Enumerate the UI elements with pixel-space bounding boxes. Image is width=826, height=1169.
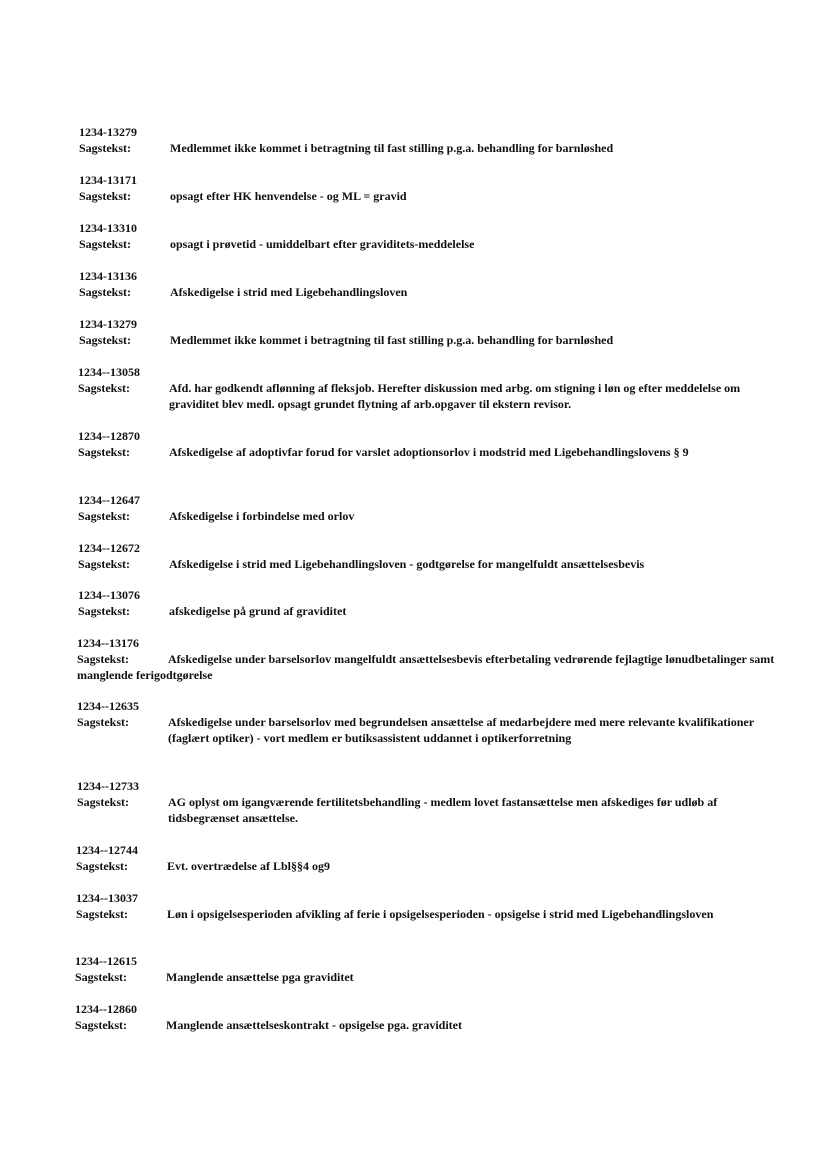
case-id: 1234--13176 — [77, 636, 139, 650]
case-id: 1234-13279 — [79, 125, 137, 139]
case-entry — [78, 587, 778, 619]
case-entry — [75, 953, 775, 985]
case-text-label: Sagstekst: — [78, 604, 131, 618]
case-entry — [79, 124, 779, 156]
case-entry — [78, 492, 778, 524]
case-entry — [78, 428, 778, 460]
case-id: 1234--12870 — [78, 429, 140, 443]
case-text-label: Sagstekst: — [79, 141, 132, 155]
case-text-label: Sagstekst: — [78, 381, 131, 395]
case-text-label: Sagstekst: — [77, 715, 130, 729]
case-entry — [79, 268, 779, 300]
case-entry — [77, 778, 777, 826]
case-text: Manglende ansættelseskontrakt - opsigelse pga. graviditet — [166, 1018, 462, 1032]
case-entry — [79, 172, 779, 204]
case-id: 1234--13037 — [76, 891, 138, 905]
case-text: AG oplyst om igangværende fertilitetsbehandling - medlem lovet fastansættelse men afskediges før udløb af tidsbegrænset ansættelse. — [168, 795, 718, 825]
case-id: 1234--13058 — [78, 365, 140, 379]
case-entry — [76, 890, 776, 922]
case-text: Afskedigelse under barselsorlov med begrundelsen ansættelse af medarbejdere med mere relevante kvalifikationer (faglært optiker) - vort medlem er butiksassistent uddannet i optikerforretning — [168, 715, 754, 745]
case-id: 1234-13310 — [79, 221, 137, 235]
case-text-label: Sagstekst: — [77, 652, 130, 666]
case-id: 1234--12733 — [77, 779, 139, 793]
case-text: Afskedigelse i strid med Ligebehandlingsloven - godtgørelse for mangelfuldt ansættelsesbevis — [169, 557, 645, 571]
case-text: Medlemmet ikke kommet i betragtning til fast stilling p.g.a. behandling for barnløshed — [170, 333, 614, 347]
case-text: Afd. har godkendt aflønning af fleksjob. Herefter diskussion med arbg. om stigning i løn og efter meddelelse om graviditet blev medl. opsagt grundet flytning af arb.opgaver til ekstern revisor. — [169, 381, 741, 411]
case-id: 1234--12635 — [77, 699, 139, 713]
case-entry — [76, 842, 776, 874]
case-text-label: Sagstekst: — [79, 333, 132, 347]
case-id: 1234-13171 — [79, 173, 137, 187]
case-id: 1234--12860 — [75, 1002, 137, 1016]
case-text: Afskedigelse i strid med Ligebehandlingsloven — [170, 285, 408, 299]
case-text-label: Sagstekst: — [79, 237, 132, 251]
case-text: afskedigelse på grund af graviditet — [169, 604, 347, 618]
case-id: 1234--12615 — [75, 954, 137, 968]
case-id: 1234--12647 — [78, 493, 140, 507]
case-entry — [77, 698, 777, 746]
case-text: Afskedigelse under barselsorlov mangelfuldt ansættelsesbevis efterbetaling vedrørende fejlagtige lønudbetalinger samt manglende ferigodtgørelse — [77, 652, 775, 682]
case-text-label: Sagstekst: — [78, 557, 131, 571]
case-text: opsagt i prøvetid - umiddelbart efter graviditets-meddelelse — [170, 237, 475, 251]
case-text-label: Sagstekst: — [78, 509, 131, 523]
case-text: opsagt efter HK henvendelse - og ML = gravid — [170, 189, 407, 203]
case-id: 1234-13279 — [79, 317, 137, 331]
case-text-label: Sagstekst: — [79, 189, 132, 203]
case-entry — [79, 220, 779, 252]
case-text-label: Sagstekst: — [79, 285, 132, 299]
case-id: 1234--12744 — [76, 843, 138, 857]
case-text: Afskedigelse i forbindelse med orlov — [169, 509, 355, 523]
case-id: 1234--12672 — [78, 541, 140, 555]
case-text-label: Sagstekst: — [75, 1018, 128, 1032]
case-text: Afskedigelse af adoptivfar forud for varslet adoptionsorlov i modstrid med Ligebehandlingslovens § 9 — [169, 445, 689, 459]
case-text-label: Sagstekst: — [76, 859, 129, 873]
case-text-label: Sagstekst: — [75, 970, 128, 984]
case-entry — [79, 316, 779, 348]
case-text-label: Sagstekst: — [76, 907, 129, 921]
case-id: 1234-13136 — [79, 269, 137, 283]
case-entry — [78, 364, 778, 412]
case-text: Medlemmet ikke kommet i betragtning til fast stilling p.g.a. behandling for barnløshed — [170, 141, 614, 155]
case-entry — [78, 540, 778, 572]
case-text-label: Sagstekst: — [78, 445, 131, 459]
case-id: 1234--13076 — [78, 588, 140, 602]
case-entry — [75, 1001, 775, 1033]
case-text: Evt. overtrædelse af Lbl§§4 og9 — [167, 859, 330, 873]
case-entry — [77, 635, 775, 683]
case-text: Løn i opsigelsesperioden afvikling af ferie i opsigelsesperioden - opsigelse i strid med Ligebehandlingsloven — [167, 907, 714, 921]
case-text-label: Sagstekst: — [77, 795, 130, 809]
case-text: Manglende ansættelse pga graviditet — [166, 970, 354, 984]
